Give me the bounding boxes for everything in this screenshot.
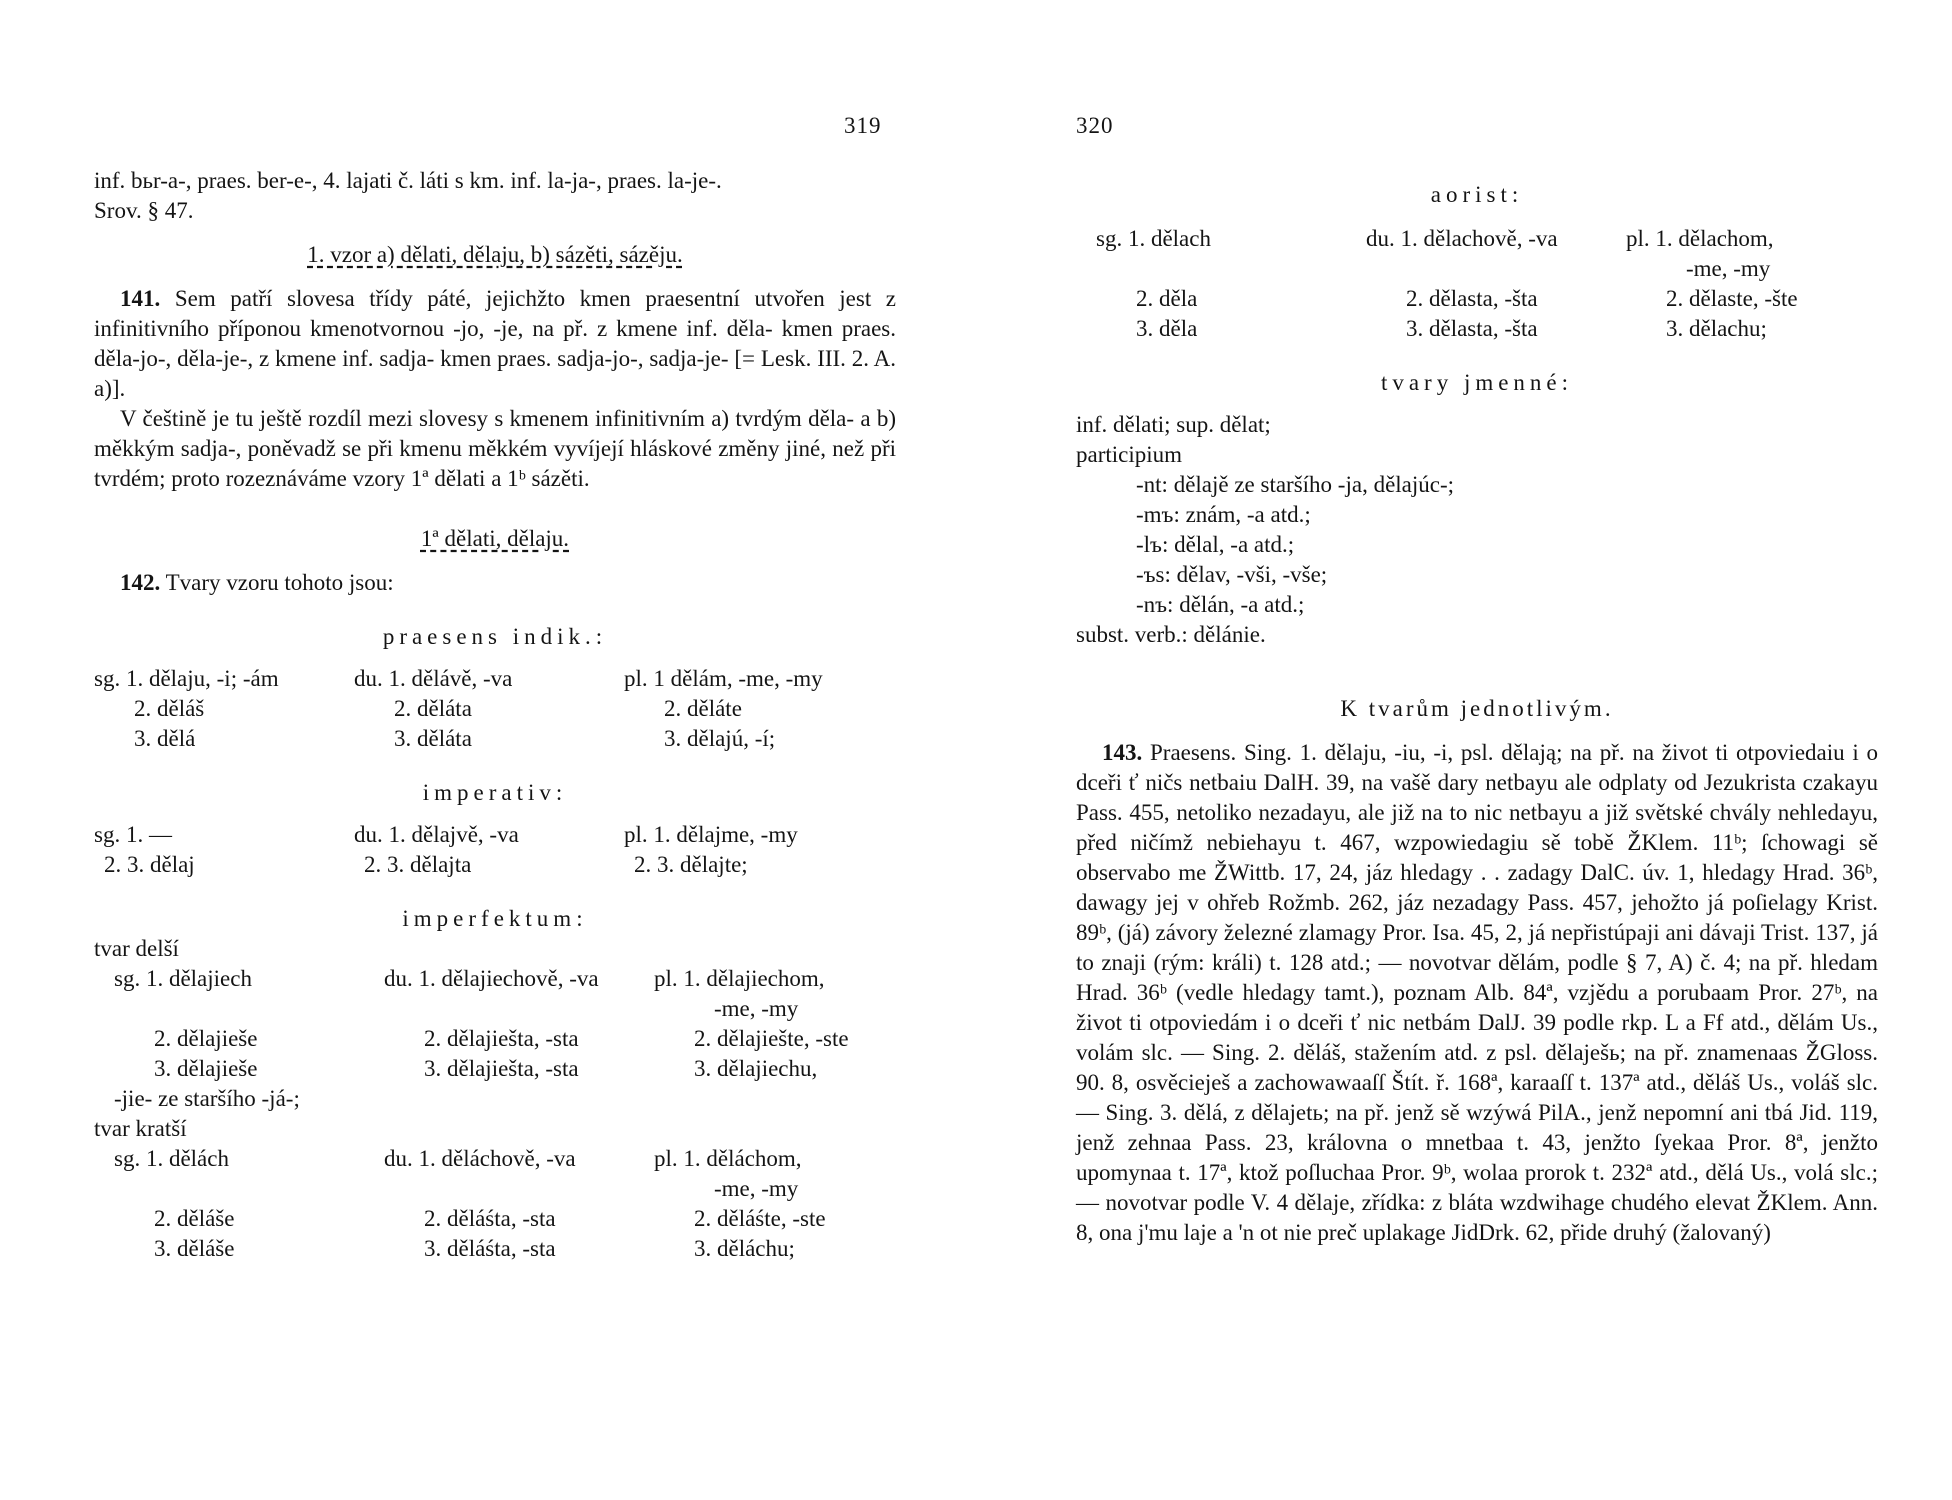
table-cell: sg. 1. dělaju, -i; -ám bbox=[94, 666, 279, 691]
tvar-delsi-label: tvar delší bbox=[94, 936, 179, 961]
list-item: participium bbox=[1076, 442, 1183, 467]
table-cell: du. 1. dělajiechově, -va bbox=[384, 966, 599, 991]
list-item: subst. verb.: dělánie. bbox=[1076, 622, 1266, 647]
imperfektum-delsi-table bbox=[94, 964, 896, 1084]
table-cell: 3. děláta bbox=[394, 726, 472, 751]
table-cell bbox=[384, 1174, 654, 1204]
imperfektum-kratsi-table bbox=[94, 1144, 896, 1264]
table-row bbox=[94, 1024, 896, 1054]
table-row bbox=[94, 1174, 896, 1204]
table-cell: 3. dělachu; bbox=[1666, 316, 1767, 341]
section-title: K tvarům jednotlivým. bbox=[1340, 696, 1614, 721]
table-cell bbox=[1076, 254, 1366, 284]
table-cell: 2. dělasta, -šta bbox=[1406, 286, 1538, 311]
paragraph-141b: V češtině je tu ještě rozdíl mezi slovesy s kmenem infinitivním a) tvrdým děla- a b) měkkým sadja-, poněvadž se při kmenu měkkém vyvíjejí hláskové změny jiné, než při tvrdém; proto rozeznáváme vzory 1ª dělati a 1ᵇ sázěti. bbox=[94, 406, 896, 491]
intro-line: Srov. § 47. bbox=[94, 198, 194, 223]
table-cell: 2. dělajieše bbox=[154, 1026, 258, 1051]
table-cell: 2. děláše bbox=[154, 1206, 235, 1231]
table-cell: pl. 1. dělachom, bbox=[1626, 226, 1774, 251]
imperfektum-note: -jie- ze staršího -já-; bbox=[114, 1086, 300, 1111]
table-cell: du. 1. děláchově, -va bbox=[384, 1146, 576, 1171]
table-row bbox=[1076, 254, 1878, 284]
table-cell: 2. děláta bbox=[394, 696, 472, 721]
table-cell: pl. 1. dělajiechom, bbox=[654, 966, 825, 991]
table-cell: 2. děla bbox=[1136, 286, 1198, 311]
table-cell: sg. 1. dělach bbox=[1096, 226, 1211, 251]
table-cell: du. 1. dělachově, -va bbox=[1366, 226, 1558, 251]
table-cell bbox=[384, 994, 654, 1024]
list-item: -nъ: dělán, -a atd.; bbox=[1136, 592, 1305, 617]
table-cell: 2. děláte bbox=[664, 696, 742, 721]
vzor-heading: 1. vzor a) dělati, dělaju, b) sázěti, sázěju. bbox=[307, 242, 683, 267]
table-cell: 3. dělajiechu, bbox=[694, 1056, 818, 1081]
table-cell: sg. 1. dělách bbox=[114, 1146, 229, 1171]
tvary-jmenne-title: tvary jmenné: bbox=[1380, 370, 1574, 395]
section-number: 142. bbox=[120, 570, 161, 595]
table-row bbox=[94, 694, 896, 724]
table-cell: pl. 1. dělajme, -my bbox=[624, 822, 798, 847]
table-cell bbox=[94, 994, 384, 1024]
table-row bbox=[1076, 224, 1878, 254]
right-page-content bbox=[1076, 166, 1878, 1248]
praesens-title: praesens indik.: bbox=[382, 624, 608, 649]
table-row bbox=[94, 1204, 896, 1234]
right-page bbox=[976, 0, 1952, 1500]
table-cell: 3. dělajú, -í; bbox=[664, 726, 776, 751]
table-cell: du. 1. dělajvě, -va bbox=[354, 822, 519, 847]
table-cell: 2. 3. dělaj bbox=[104, 852, 195, 877]
table-cell: 3. dělá bbox=[134, 726, 196, 751]
list-item: -lъ: dělal, -a atd.; bbox=[1136, 532, 1295, 557]
table-cell: 3. dělajieše bbox=[154, 1056, 258, 1081]
table-row bbox=[94, 664, 896, 694]
imperativ-title: imperativ: bbox=[422, 780, 568, 805]
table-row bbox=[94, 820, 896, 850]
list-item: -nt: dělajě ze staršího -ja, dělajúc-; bbox=[1136, 472, 1455, 497]
table-cell: sg. 1. dělajiech bbox=[114, 966, 252, 991]
list-item: -mъ: znám, -a atd.; bbox=[1136, 502, 1311, 527]
table-cell: 2. 3. dělajte; bbox=[634, 852, 748, 877]
praesens-table bbox=[94, 664, 896, 754]
table-cell: sg. 1. — bbox=[94, 822, 172, 847]
section-number: 143. bbox=[1102, 740, 1143, 765]
paragraph-143: 143. Praesens. Sing. 1. dělaju, -iu, -i, psl. dělają; na př. na život ti otpoviedaiu i o dceři ť ničs netbaiu DalH. 39, na vašě dary netbayu ale odplaty od Jezukrista czakayu Pass. 455, netoliko nezadayu, ale již na to nic netbayu a již světské chvály nehledayu, před ničímž nebiehayu t. 467, wzpowiedagiu sě tobě ŽKlem. 11ᵇ; ſchowagi sě observabo me ŽWittb. 17, 24, jáz hledagy . . zadagy DalC. úv. 1, hledagy Hrad. 36ᵇ, dawagy jej v ohřeb Rožmb. 262, jáz nezadagy Pass. 457, jehožto já poſielagy Krist. 89ᵇ, (já) závory železné zlamagy Pror. Isa. 45, 2, já nepřistúpaji ani dávaji Trist. 137, já to znaji (rým: králi) t. 128 atd.; — novotvar dělám, podle § 7, A) č. 4; na př. hledam Hrad. 36ᵇ (vedle hledagy tamt.), poznam Alb. 84ª, vzjědu a porubaam Pror. 27ᵇ, na život ti otpoviedám i o dceři ť nic netbám DalJ. 39 podle rkp. L a Ff atd., dělám Us., volám slc. — Sing. 2. děláš, stažením atd. z psl. dělaješь; na př. znamenaas ŽGloss. 90. 8, osvěcieješ a zachowawaaſſ Štít. ř. 168ª, karaaſſ t. 137ª atd., děláš Us., voláš slc. — Sing. 3. dělá, z dělajetь; na př. jenž sě wzýwá PilA., jenž nepomní ani tbá Jid. 119, jenž zehnaa Pass. 23, královna o mnetbaa t. 43, jenžto ſyekaa Pror. 8ª, jenžto upomynaa t. 17ª, ktož poſluchaa Pror. 9ᵇ, wolaa prorok t. 232ª atd., dělá Us., volá slc.; — novotvar podle V. 4 dělaje, zřídka: z bláta wzdwihage chudého elevat ŽKlem. Ann. 8, ona j'mu laje a 'n ot nie preč uplakage JidDrk. 62, přide druhý (žalovaný) bbox=[1076, 740, 1878, 1245]
table-cell: 2. dělaste, -šte bbox=[1666, 286, 1798, 311]
table-cell bbox=[94, 1174, 384, 1204]
page-number: 320 bbox=[1076, 113, 1114, 138]
left-page-content bbox=[94, 166, 896, 1264]
table-cell: 2. dělajiešte, -ste bbox=[694, 1026, 849, 1051]
table-cell: 2. děláš bbox=[134, 696, 205, 721]
table-cell: -me, -my bbox=[714, 996, 799, 1021]
table-row bbox=[1076, 284, 1878, 314]
tvar-kratsi-label: tvar kratší bbox=[94, 1116, 187, 1141]
table-row bbox=[94, 994, 896, 1024]
table-cell: 3. děláchu; bbox=[694, 1236, 795, 1261]
table-cell: 3. děláśta, -sta bbox=[424, 1236, 556, 1261]
table-row bbox=[94, 724, 896, 754]
table-row bbox=[94, 964, 896, 994]
aorist-table bbox=[1076, 224, 1878, 344]
table-cell: 2. dělajiešta, -sta bbox=[424, 1026, 579, 1051]
table-cell: pl. 1 dělám, -me, -my bbox=[624, 666, 823, 691]
imperativ-table bbox=[94, 820, 896, 880]
table-cell: pl. 1. děláchom, bbox=[654, 1146, 802, 1171]
intro-line: inf. bьr-a-, praes. ber-e-, 4. lajati č. láti s km. inf. la-ja-, praes. la-je-. bbox=[94, 168, 722, 193]
list-item: -ъs: dělav, -vši, -vše; bbox=[1136, 562, 1328, 587]
page-number: 319 bbox=[844, 113, 882, 138]
table-cell: du. 1. dělávě, -va bbox=[354, 666, 513, 691]
table-cell bbox=[1366, 254, 1626, 284]
table-cell: 2. děláśte, -ste bbox=[694, 1206, 826, 1231]
table-row bbox=[94, 850, 896, 880]
aorist-title: aorist: bbox=[1430, 182, 1524, 207]
table-row bbox=[94, 1234, 896, 1264]
table-cell: 2. děláśta, -sta bbox=[424, 1206, 556, 1231]
table-cell: 2. 3. dělajta bbox=[364, 852, 472, 877]
table-cell: 3. děláše bbox=[154, 1236, 235, 1261]
table-cell: -me, -my bbox=[714, 1176, 799, 1201]
table-row bbox=[94, 1144, 896, 1174]
imperfektum-title: imperfektum: bbox=[402, 906, 588, 931]
sub-heading: 1ª dělati, dělaju. bbox=[420, 526, 570, 551]
section-number: 141. bbox=[120, 286, 161, 311]
table-row bbox=[94, 1054, 896, 1084]
table-cell: 3. dělasta, -šta bbox=[1406, 316, 1538, 341]
table-row bbox=[1076, 314, 1878, 344]
paragraph-141: 141. Sem patří slovesa třídy páté, jejichžto kmen praesentní utvořen jest z infinitivního příponou kmenotvornou -jo, -je, na př. z kmene inf. děla- kmen praes. děla-jo-, děla-je-, z kmene inf. sadja- kmen praes. sadja-jo-, sadja-je- [= Lesk. III. 2. A. a)]. bbox=[94, 286, 896, 401]
paragraph-142: 142. Tvary vzoru tohoto jsou: bbox=[120, 570, 394, 595]
table-cell: 3. dělajiešta, -sta bbox=[424, 1056, 579, 1081]
table-cell: 3. děla bbox=[1136, 316, 1198, 341]
list-item: inf. dělati; sup. dělat; bbox=[1076, 412, 1271, 437]
table-cell: -me, -my bbox=[1686, 256, 1771, 281]
